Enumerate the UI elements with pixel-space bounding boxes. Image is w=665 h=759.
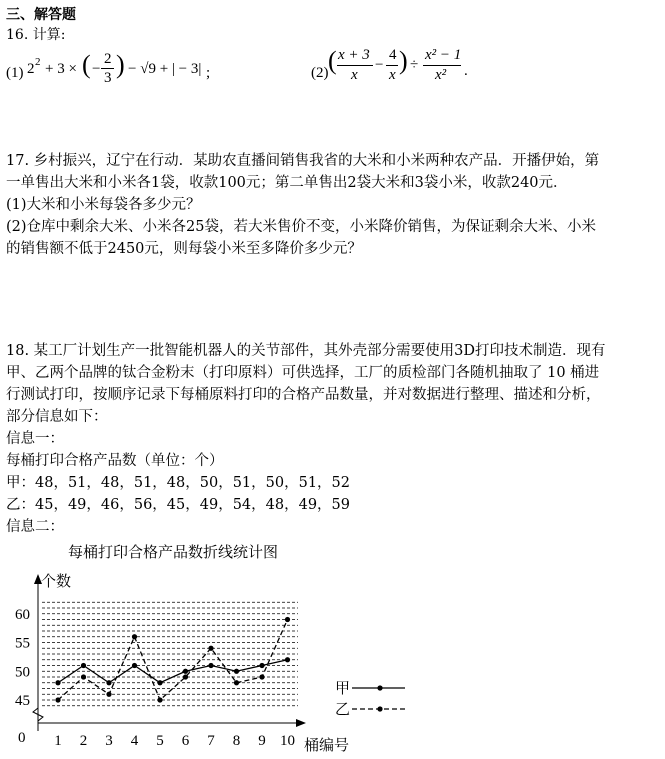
- q16-p2-lparen: (: [328, 46, 337, 75]
- data-point-jia: [55, 680, 60, 685]
- data-point-jia: [208, 663, 213, 668]
- data-point-yi: [106, 692, 111, 697]
- y-tick-label: 45: [15, 693, 30, 709]
- legend-label: 甲: [335, 681, 351, 697]
- data-point-jia: [81, 663, 86, 668]
- x-tick-label: 1: [54, 733, 62, 749]
- y-axis-label: 个数: [41, 574, 72, 590]
- data-point-yi: [259, 674, 264, 679]
- data-point-yi: [208, 646, 213, 651]
- data-point-jia: [234, 669, 239, 674]
- x-tick-label: 8: [232, 733, 241, 749]
- line-chart: [0, 530, 665, 759]
- x-tick-label: 2: [79, 733, 88, 749]
- legend-marker: [377, 706, 382, 711]
- data-point-yi: [285, 617, 290, 622]
- y-tick-label: 50: [15, 664, 30, 681]
- data-point-yi: [183, 674, 188, 679]
- q16-stem: 16. 计算:: [6, 27, 66, 43]
- q16-p1-rest: − √9 + | − 3|: [128, 61, 202, 77]
- q16-p1-base: 2: [27, 61, 35, 77]
- x-tick-label: 10: [280, 733, 295, 749]
- q18-yi-data: 乙：45，49，46，56，45，49，54，48，49，59: [6, 497, 351, 513]
- q16-p1-end: ;: [206, 65, 211, 81]
- data-point-yi: [55, 697, 60, 702]
- q16-p2-frac2-num: 4: [389, 47, 397, 63]
- origin-label: 0: [18, 730, 26, 746]
- x-tick-label: 6: [181, 733, 190, 749]
- data-point-yi: [132, 634, 137, 639]
- data-point-yi: [234, 680, 239, 685]
- q16-p1-frac-den: 3: [104, 70, 112, 86]
- q16-p1-label: (1): [6, 65, 24, 81]
- q16-p1-times: + 3 ×: [45, 61, 77, 77]
- q17-line5: 的销售额不低于2450元，则每袋小米至多降价多少元？: [6, 241, 362, 257]
- q17-line3: (1)大米和小米每袋各多少元？: [6, 197, 201, 213]
- data-point-yi: [81, 674, 86, 679]
- data-point-jia: [157, 680, 162, 685]
- x-axis-arrow: [296, 719, 306, 727]
- data-point-jia: [132, 663, 137, 668]
- data-point-jia: [285, 657, 290, 662]
- q16-p2-frac3-den: x²: [435, 67, 447, 83]
- q16-p2-frac2-den: x: [389, 67, 396, 83]
- q16-p2-frac3-num: x² − 1: [425, 47, 462, 63]
- x-tick-label: 5: [156, 733, 164, 749]
- data-point-jia: [106, 680, 111, 685]
- legend-label: 乙: [335, 702, 351, 718]
- q18-line4: 部分信息如下：: [6, 409, 108, 425]
- chart-title: 每桶打印合格产品数折线统计图: [67, 545, 279, 561]
- q16-p1-minus: −: [92, 61, 101, 77]
- q16-p2-end: .: [464, 63, 468, 79]
- q18-jia-data: 甲：48，51，48，51，48，50，51，50，51，52: [6, 475, 351, 491]
- y-tick-label: 55: [15, 635, 30, 652]
- q18-line1: 18. 某工厂计划生产一批智能机器人的关节部件，其外壳部分需要使用3D打印技术制造．现有: [6, 343, 606, 359]
- q16-p1-rparen: ): [116, 50, 125, 79]
- q18-info2: 信息二：: [6, 519, 64, 535]
- x-tick-label: 9: [258, 733, 266, 749]
- data-point-jia: [259, 663, 264, 668]
- x-tick-label: 7: [207, 733, 215, 749]
- q16-p2-frac1-num: x + 3: [338, 47, 370, 63]
- legend-marker: [377, 685, 382, 690]
- q16-p2-frac1-den: x: [351, 67, 358, 83]
- q16-p2-div: ÷: [410, 57, 419, 73]
- y-tick-label: 60: [15, 606, 30, 623]
- section-title: 三、解答题: [6, 7, 76, 23]
- x-axis-label: 桶编号: [304, 738, 350, 754]
- q18-info1: 信息一：: [6, 431, 64, 447]
- q18-line2: 甲、乙两个品牌的钛合金粉末（打印原料）可供选择，工厂的质检部门各随机抽取了 10 桶进: [6, 365, 600, 381]
- data-point-yi: [157, 697, 162, 702]
- data-point-jia: [183, 669, 188, 674]
- q16-p1-lparen: (: [82, 50, 91, 79]
- q18-table-title: 每桶打印合格产品数（单位：个）: [6, 453, 224, 469]
- q16-p2-label: (2): [311, 65, 329, 81]
- q16-p1-exp: 2: [35, 56, 41, 68]
- q17-line4: (2)仓库中剩余大米、小米各25袋，若大米售价不变，小米降价销售，为保证剩余大米、小米: [6, 219, 596, 235]
- x-tick-label: 3: [105, 733, 113, 749]
- x-tick-label: 4: [130, 733, 139, 749]
- q17-line2: 一单售出大米和小米各1袋，收款100元；第二单售出2袋大米和3袋小米，收款240元．: [6, 175, 568, 191]
- q16-p1-frac-num: 2: [104, 51, 112, 67]
- q16-p2-rparen: ): [399, 46, 408, 75]
- q16-p2-minus: −: [375, 57, 384, 73]
- q18-line3: 行测试打印，按顺序记录下每桶原料打印的合格产品数量，并对数据进行整理、描述和分析，: [6, 387, 601, 403]
- q17-line1: 17. 乡村振兴，辽宁在行动．某助农直播间销售我省的大米和小米两种农产品．开播伊始，第: [6, 153, 600, 169]
